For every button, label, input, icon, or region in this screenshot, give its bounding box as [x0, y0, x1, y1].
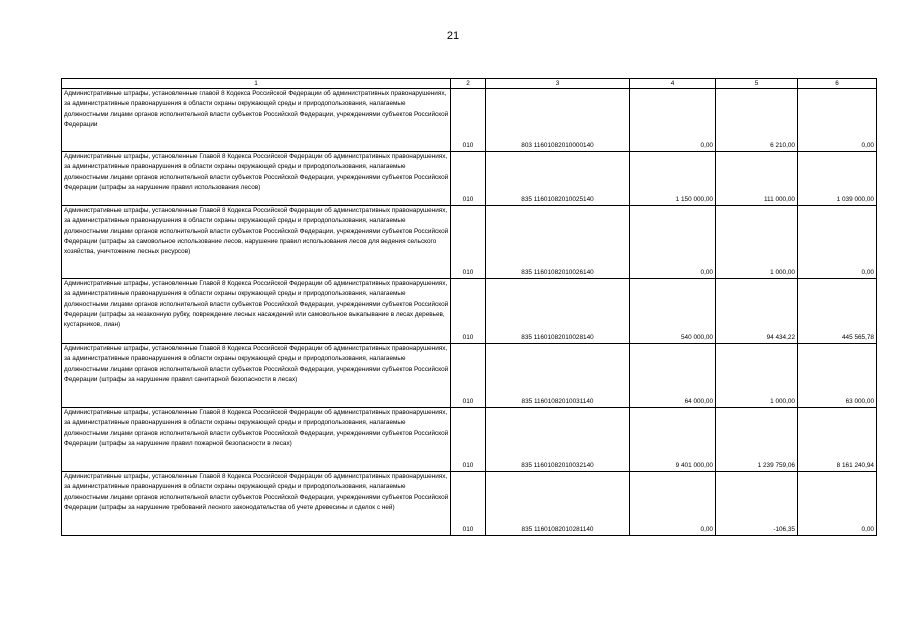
value-cell-col5: 1 239 759,06 — [716, 408, 798, 472]
row-name-cell: Административные штрафы, установленные Главой 8 Кодекса Российской Федерации об административных правонарушениях, за административные правонарушения в области охраны окружающей среды и природопользования, налагаемые должностными лицами органов исполнительной власти субъектов Российской Федерации, учреждениями субъектов Российской Федерации (штрафы за самовольное использование лесов, нарушение правил использования лесов для ведения сельского хозяйства, уничтожение лесных ресурсов) — [62, 206, 451, 279]
table-row — [62, 472, 877, 536]
value-cell-col4: 0,00 — [630, 89, 716, 152]
value-cell-col5: 1 000,00 — [716, 344, 798, 408]
row-name-cell: Административные штрафы, установленные Главой 8 Кодекса Российской Федерации об административных правонарушениях, за административные правонарушения в области охраны окружающей среды и природопользования, налагаемые должностными лицами органов исполнительной власти субъектов Российской Федерации, учреждениями субъектов Российской Федерации (штрафы за нарушение правил пожарной безопасности в лесах) — [62, 408, 451, 472]
value-cell-col5: 94 434,22 — [716, 279, 798, 344]
value-cell-col5: -106,35 — [716, 472, 798, 536]
row-name-cell: Административные штрафы, установленные Главой 8 Кодекса Российской Федерации об административных правонарушениях, за административные правонарушения в области охраны окружающей среды и природопользования, налагаемые должностными лицами органов исполнительной власти субъектов Российской Федерации, учреждениями субъектов Российской Федерации (штрафы за нарушение требований лесного законодательства об учете древесины и сделок с ней) — [62, 472, 451, 536]
line-code-cell: 010 — [451, 206, 486, 279]
line-code-cell: 010 — [451, 89, 486, 152]
value-cell-col4: 9 401 000,00 — [630, 408, 716, 472]
budget-code-cell: 835 11601082010026140 — [486, 206, 630, 279]
column-header: 3 — [486, 79, 630, 89]
value-cell-col6: 8 161 240,94 — [798, 408, 877, 472]
budget-code-cell: 835 11601082010025140 — [486, 152, 630, 206]
value-cell-col5: 6 210,00 — [716, 89, 798, 152]
value-cell-col4: 64 000,00 — [630, 344, 716, 408]
line-code-cell: 010 — [451, 152, 486, 206]
value-cell-col4: 540 000,00 — [630, 279, 716, 344]
value-cell-col6: 1 039 000,00 — [798, 152, 877, 206]
value-cell-col6: 0,00 — [798, 89, 877, 152]
column-header: 2 — [451, 79, 486, 89]
budget-code-cell: 835 11601082010031140 — [486, 344, 630, 408]
budget-code-cell: 835 11601082010032140 — [486, 408, 630, 472]
budget-code-cell: 835 11601082010281140 — [486, 472, 630, 536]
row-name-cell: Административные штрафы, установленные Главой 8 Кодекса Российской Федерации об административных правонарушениях, за административные правонарушения в области охраны окружающей среды и природопользования, налагаемые должностными лицами органов исполнительной власти субъектов Российской Федерации, учреждениями субъектов Российской Федерации (штрафы за незаконную рубку, повреждение лесных насаждений или самовольное выкапывание в лесах деревьев, кустарников, лиан) — [62, 279, 451, 344]
column-header: 5 — [716, 79, 798, 89]
line-code-cell: 010 — [451, 408, 486, 472]
value-cell-col6: 445 565,78 — [798, 279, 877, 344]
page-number: 21 — [446, 30, 460, 42]
budget-code-cell: 803 11601082010000140 — [486, 89, 630, 152]
column-header: 6 — [798, 79, 877, 89]
budget-code-cell: 835 11601082010028140 — [486, 279, 630, 344]
value-cell-col6: 63 000,00 — [798, 344, 877, 408]
table-row — [62, 344, 877, 408]
column-header: 4 — [630, 79, 716, 89]
line-code-cell: 010 — [451, 344, 486, 408]
table-row — [62, 408, 877, 472]
column-header: 1 — [62, 79, 451, 89]
table-row — [62, 206, 877, 279]
row-name-cell: Административные штрафы, установленные Главой 8 Кодекса Российской Федерации об административных правонарушениях, за административные правонарушения в области охраны окружающей среды и природопользования, налагаемые должностными лицами органов исполнительной власти субъектов Российской Федерации, учреждениями субъектов Российской Федерации (штрафы за нарушение правил использования лесов) — [62, 152, 451, 206]
value-cell-col5: 1 000,00 — [716, 206, 798, 279]
table-header-row — [62, 79, 877, 89]
row-name-cell: Административные штрафы, установленные Главой 8 Кодекса Российской Федерации об административных правонарушениях, за административные правонарушения в области охраны окружающей среды и природопользования, налагаемые должностными лицами органов исполнительной власти субъектов Российской Федерации, учреждениями субъектов Российской Федерации (штрафы за нарушение правил санитарной безопасности в лесах) — [62, 344, 451, 408]
value-cell-col4: 1 150 000,00 — [630, 152, 716, 206]
value-cell-col6: 0,00 — [798, 472, 877, 536]
value-cell-col4: 0,00 — [630, 206, 716, 279]
table-row — [62, 152, 877, 206]
table-row — [62, 89, 877, 152]
report-table — [61, 78, 877, 536]
line-code-cell: 010 — [451, 279, 486, 344]
line-code-cell: 010 — [451, 472, 486, 536]
value-cell-col5: 111 000,00 — [716, 152, 798, 206]
row-name-cell: Административные штрафы, установленные главой 8 Кодекса Российской Федерации об административных правонарушениях, за административные правонарушения в области охраны окружающей среды и природопользования, налагаемые должностными лицами органов исполнительной власти субъектов Российской Федерации, учреждениями субъектов Российской Федерации — [62, 89, 451, 152]
table-row — [62, 279, 877, 344]
value-cell-col6: 0,00 — [798, 206, 877, 279]
value-cell-col4: 0,00 — [630, 472, 716, 536]
